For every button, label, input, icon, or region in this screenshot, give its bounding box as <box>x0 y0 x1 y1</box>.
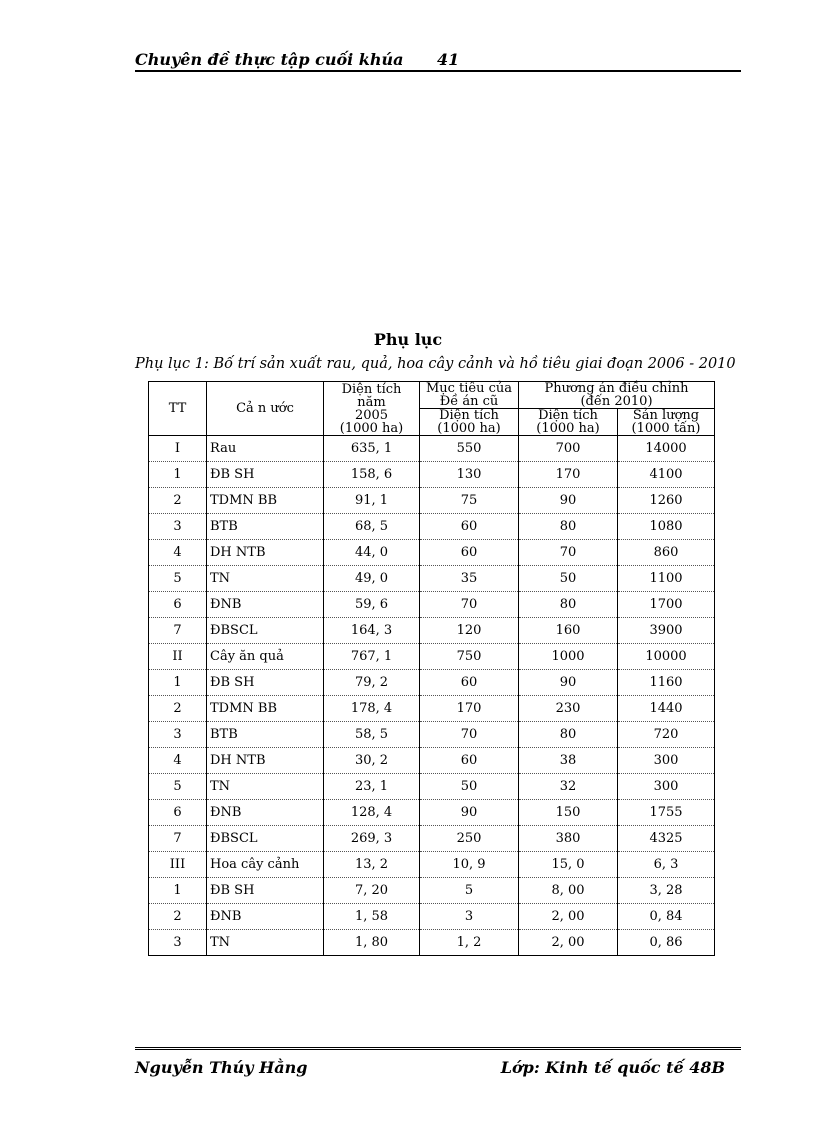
cell-region: DH NTB <box>207 748 324 774</box>
cell-old-area: 250 <box>420 826 519 852</box>
cell-output: 860 <box>618 540 715 566</box>
table-row <box>149 878 715 904</box>
table-row <box>149 748 715 774</box>
cell-tt: 3 <box>149 722 207 748</box>
cell-tt: 4 <box>149 540 207 566</box>
cell-output: 1755 <box>618 800 715 826</box>
table-row <box>149 644 715 670</box>
header-old-area-line1: Diện tích <box>439 408 499 423</box>
cell-old-area: 5 <box>420 878 519 904</box>
cell-new-area: 70 <box>519 540 618 566</box>
cell-new-area: 230 <box>519 696 618 722</box>
cell-region: TDMN BB <box>207 696 324 722</box>
cell-output: 1160 <box>618 670 715 696</box>
table-row <box>149 618 715 644</box>
table-row <box>149 826 715 852</box>
table-row <box>149 930 715 956</box>
cell-new-area: 160 <box>519 618 618 644</box>
cell-tt: 1 <box>149 878 207 904</box>
table-row <box>149 436 715 462</box>
cell-tt: III <box>149 852 207 878</box>
table-row <box>149 488 715 514</box>
page-footer <box>135 1047 741 1080</box>
cell-area-2005: 23, 1 <box>324 774 420 800</box>
cell-output: 0, 86 <box>618 930 715 956</box>
cell-new-area: 700 <box>519 436 618 462</box>
cell-new-area: 2, 00 <box>519 904 618 930</box>
cell-area-2005: 79, 2 <box>324 670 420 696</box>
cell-output: 0, 84 <box>618 904 715 930</box>
header-new-area-line2: (1000 ha) <box>536 421 600 436</box>
cell-tt: 3 <box>149 514 207 540</box>
cell-old-area: 90 <box>420 800 519 826</box>
cell-old-area: 750 <box>420 644 519 670</box>
cell-output: 3900 <box>618 618 715 644</box>
cell-tt: 4 <box>149 748 207 774</box>
cell-output: 4100 <box>618 462 715 488</box>
cell-area-2005: 68, 5 <box>324 514 420 540</box>
cell-old-area: 550 <box>420 436 519 462</box>
header-area-2005 <box>324 382 420 436</box>
page-header <box>135 50 741 72</box>
cell-area-2005: 91, 1 <box>324 488 420 514</box>
cell-new-area: 80 <box>519 514 618 540</box>
cell-old-area: 70 <box>420 722 519 748</box>
cell-area-2005: 178, 4 <box>324 696 420 722</box>
cell-region: Cây ăn quả <box>207 644 324 670</box>
cell-area-2005: 1, 58 <box>324 904 420 930</box>
cell-new-area: 2, 00 <box>519 930 618 956</box>
cell-old-area: 170 <box>420 696 519 722</box>
header-area-2005-line3: (1000 ha) <box>339 420 404 436</box>
footer-class: Lớp: Kinh tế quốc tế 48B <box>500 1058 725 1077</box>
cell-tt: 6 <box>149 800 207 826</box>
cell-region: ĐNB <box>207 592 324 618</box>
cell-output: 1260 <box>618 488 715 514</box>
cell-new-area: 90 <box>519 670 618 696</box>
cell-old-area: 50 <box>420 774 519 800</box>
table-row <box>149 514 715 540</box>
header-output <box>618 409 715 436</box>
header-output-line1: Sản lượng <box>632 408 700 423</box>
cell-output: 300 <box>618 774 715 800</box>
header-output-line2: (1000 tấn) <box>631 421 701 436</box>
cell-new-area: 50 <box>519 566 618 592</box>
table-row <box>149 566 715 592</box>
cell-region: TN <box>207 774 324 800</box>
cell-area-2005: 30, 2 <box>324 748 420 774</box>
cell-output: 720 <box>618 722 715 748</box>
cell-new-area: 1000 <box>519 644 618 670</box>
cell-region: ĐBSCL <box>207 618 324 644</box>
cell-output: 4325 <box>618 826 715 852</box>
cell-area-2005: 164, 3 <box>324 618 420 644</box>
cell-region: ĐB SH <box>207 462 324 488</box>
cell-new-area: 170 <box>519 462 618 488</box>
header-old-target-line1: Mục tiêu của <box>425 381 513 396</box>
cell-old-area: 60 <box>420 514 519 540</box>
cell-region: TN <box>207 566 324 592</box>
cell-tt: 3 <box>149 930 207 956</box>
cell-new-area: 38 <box>519 748 618 774</box>
cell-old-area: 10, 9 <box>420 852 519 878</box>
cell-old-area: 60 <box>420 670 519 696</box>
cell-area-2005: 269, 3 <box>324 826 420 852</box>
cell-area-2005: 44, 0 <box>324 540 420 566</box>
cell-region: ĐNB <box>207 800 324 826</box>
cell-region: ĐB SH <box>207 670 324 696</box>
cell-area-2005: 1, 80 <box>324 930 420 956</box>
cell-tt: 2 <box>149 696 207 722</box>
cell-tt: 7 <box>149 826 207 852</box>
cell-new-area: 15, 0 <box>519 852 618 878</box>
cell-old-area: 75 <box>420 488 519 514</box>
header-region: Cả n ước <box>207 382 324 436</box>
cell-region: BTB <box>207 514 324 540</box>
table-row <box>149 592 715 618</box>
table-row <box>149 540 715 566</box>
header-tt: TT <box>149 382 207 436</box>
cell-output: 1100 <box>618 566 715 592</box>
cell-area-2005: 49, 0 <box>324 566 420 592</box>
table-row <box>149 852 715 878</box>
table-row <box>149 904 715 930</box>
header-new-area-line1: Diện tích <box>538 408 598 423</box>
header-area-2005-line1: Diện tích năm <box>341 381 402 410</box>
header-title: Chuyên đề thực tập cuối khúa <box>135 50 404 69</box>
header-adjust-plan <box>519 382 715 409</box>
cell-output: 1080 <box>618 514 715 540</box>
cell-region: ĐB SH <box>207 878 324 904</box>
cell-tt: I <box>149 436 207 462</box>
cell-new-area: 380 <box>519 826 618 852</box>
cell-tt: 6 <box>149 592 207 618</box>
appendix-title: Phụ lục <box>373 330 443 349</box>
table-row <box>149 800 715 826</box>
table-row <box>149 774 715 800</box>
cell-new-area: 80 <box>519 592 618 618</box>
cell-old-area: 60 <box>420 748 519 774</box>
cell-tt: 5 <box>149 774 207 800</box>
cell-region: TN <box>207 930 324 956</box>
page-number: 41 <box>437 50 460 69</box>
cell-output: 300 <box>618 748 715 774</box>
cell-output: 3, 28 <box>618 878 715 904</box>
cell-area-2005: 767, 1 <box>324 644 420 670</box>
header-old-target-line2: Đề án cũ <box>439 394 499 409</box>
cell-output: 10000 <box>618 644 715 670</box>
cell-tt: 5 <box>149 566 207 592</box>
cell-tt: 2 <box>149 488 207 514</box>
cell-region: DH NTB <box>207 540 324 566</box>
cell-output: 6, 3 <box>618 852 715 878</box>
cell-tt: 2 <box>149 904 207 930</box>
header-old-area <box>420 409 519 436</box>
cell-tt: II <box>149 644 207 670</box>
cell-old-area: 120 <box>420 618 519 644</box>
appendix-caption: Phụ lục 1: Bố trí sản xuất rau, quả, hoa cây cảnh và hồ tiêu giai đoạn 2006 - 2010 <box>135 356 736 372</box>
cell-new-area: 8, 00 <box>519 878 618 904</box>
cell-region: ĐBSCL <box>207 826 324 852</box>
footer-author: Nguyễn Thúy Hằng <box>135 1058 308 1077</box>
table-row <box>149 696 715 722</box>
cell-area-2005: 158, 6 <box>324 462 420 488</box>
cell-region: BTB <box>207 722 324 748</box>
cell-area-2005: 58, 5 <box>324 722 420 748</box>
cell-output: 1700 <box>618 592 715 618</box>
cell-old-area: 1, 2 <box>420 930 519 956</box>
cell-tt: 7 <box>149 618 207 644</box>
cell-old-area: 130 <box>420 462 519 488</box>
cell-new-area: 150 <box>519 800 618 826</box>
cell-tt: 1 <box>149 670 207 696</box>
cell-area-2005: 128, 4 <box>324 800 420 826</box>
header-old-area-line2: (1000 ha) <box>437 421 501 436</box>
table-row <box>149 670 715 696</box>
cell-area-2005: 635, 1 <box>324 436 420 462</box>
table-row <box>149 722 715 748</box>
cell-output: 14000 <box>618 436 715 462</box>
cell-region: Rau <box>207 436 324 462</box>
cell-new-area: 90 <box>519 488 618 514</box>
header-adjust-line2: (đến 2010) <box>580 394 653 409</box>
header-old-target <box>420 382 519 409</box>
cell-area-2005: 13, 2 <box>324 852 420 878</box>
cell-area-2005: 59, 6 <box>324 592 420 618</box>
cell-region: Hoa cây cảnh <box>207 852 324 878</box>
cell-area-2005: 7, 20 <box>324 878 420 904</box>
header-new-area <box>519 409 618 436</box>
cell-tt: 1 <box>149 462 207 488</box>
header-area-2005-line2: 2005 <box>354 407 389 423</box>
cell-output: 1440 <box>618 696 715 722</box>
cell-old-area: 70 <box>420 592 519 618</box>
cell-old-area: 35 <box>420 566 519 592</box>
cell-region: ĐNB <box>207 904 324 930</box>
cell-new-area: 80 <box>519 722 618 748</box>
table-row <box>149 462 715 488</box>
cell-old-area: 60 <box>420 540 519 566</box>
cell-old-area: 3 <box>420 904 519 930</box>
cell-region: TDMN BB <box>207 488 324 514</box>
header-adjust-line1: Phương án điều chỉnh <box>544 381 689 396</box>
data-table <box>148 381 715 956</box>
cell-new-area: 32 <box>519 774 618 800</box>
